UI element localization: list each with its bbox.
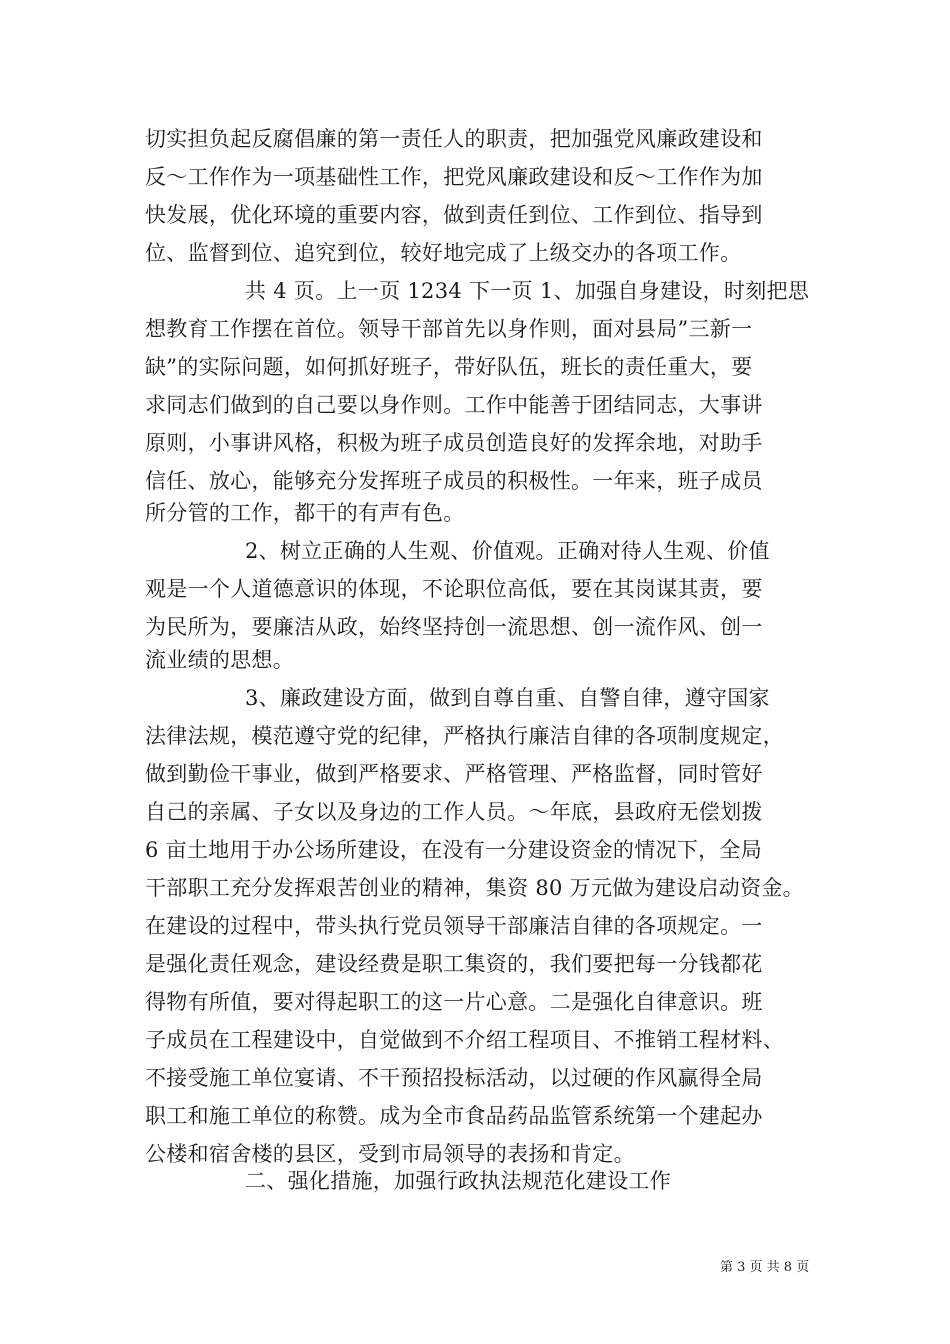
text-line: 职工和施工单位的称赞。成为全市食品药品监管系统第一个建起办: [145, 1104, 763, 1128]
text-line: 是强化责任观念，建设经费是职工集资的，我们要把每一分钱都花: [145, 952, 763, 976]
text-line: 6 亩土地用于办公场所建设，在没有一分建设资金的情况下，全局: [145, 838, 763, 862]
text-line: 求同志们做到的自己要以身作则。工作中能善于团结同志，大事讲: [145, 393, 763, 417]
text-line: 所分管的工作，都干的有声有色。: [145, 501, 465, 525]
text-line: 快发展，优化环境的重要内容，做到责任到位、工作到位、指导到: [145, 203, 763, 227]
page-number-footer: 第 3 页 共 8 页: [720, 1260, 810, 1275]
text-line: 流业绩的思想。: [145, 648, 295, 672]
text-line: 得物有所值，要对得起职工的这一片心意。二是强化自律意识。班: [145, 990, 763, 1014]
text-line: 3、廉政建设方面，做到自尊自重、自警自律，遵守国家: [245, 686, 770, 710]
text-line: 切实担负起反腐倡廉的第一责任人的职责，把加强党风廉政建设和: [145, 127, 763, 151]
text-line: 想教育工作摆在首位。领导干部首先以身作则，面对县局”三新一: [145, 317, 753, 341]
text-line: 子成员在工程建设中，自觉做到不介绍工程项目、不推销工程材料、: [145, 1028, 784, 1052]
text-line: 缺”的实际问题，如何抓好班子，带好队伍，班长的责任重大，要: [145, 355, 753, 379]
text-line: 反～工作作为一项基础性工作，把党风廉政建设和反～工作作为加: [145, 165, 763, 189]
text-line: 自己的亲属、子女以及身边的工作人员。～年底，县政府无偿划拨: [145, 800, 763, 824]
text-line: 观是一个人道德意识的体现，不论职位高低，要在其岗谋其责，要: [145, 577, 763, 601]
text-line: 公楼和宿舍楼的县区，受到市局领导的表扬和肯定。: [145, 1142, 635, 1166]
text-line: 法律法规，模范遵守党的纪律，严格执行廉洁自律的各项制度规定，: [145, 724, 784, 748]
text-line: 为民所为，要廉洁从政，始终坚持创一流思想、创一流作风、创一: [145, 615, 763, 639]
text-line: 共 4 页。上一页 1234 下一页 1、加强自身建设，时刻把思: [245, 279, 810, 303]
text-line: 不接受施工单位宴请、不干预招投标活动，以过硬的作风赢得全局: [145, 1066, 763, 1090]
text-line: 2、树立正确的人生观、价值观。正确对待人生观、价值: [245, 539, 770, 563]
text-line: 信任、放心，能够充分发挥班子成员的积极性。一年来，班子成员: [145, 469, 763, 493]
text-line: 位、监督到位、追究到位，较好地完成了上级交办的各项工作。: [145, 241, 742, 265]
text-line: 做到勤俭干事业，做到严格要求、严格管理、严格监督，同时管好: [145, 762, 763, 786]
section-heading: 二、强化措施，加强行政执法规范化建设工作: [245, 1169, 671, 1193]
text-line: 原则，小事讲风格，积极为班子成员创造良好的发挥余地，对助手: [145, 431, 763, 455]
text-line: 干部职工充分发挥艰苦创业的精神，集资 80 万元做为建设启动资金。: [145, 876, 804, 900]
text-line: 在建设的过程中，带头执行党员领导干部廉洁自律的各项规定。一: [145, 914, 763, 938]
